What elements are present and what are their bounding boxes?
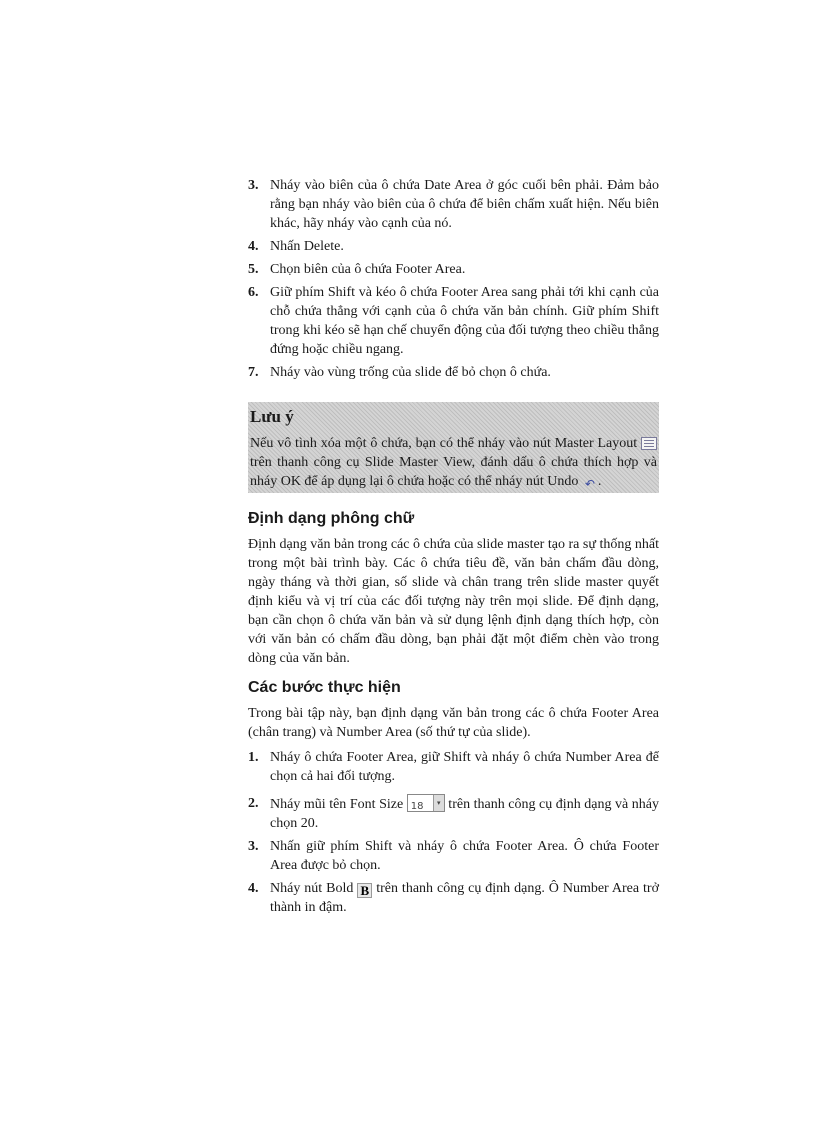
section-intro-paragraph: Trong bài tập này, bạn định dạng văn bản trong các ô chứa Footer Area (chân trang) và Number Area (số thứ tự của slide). <box>248 706 659 740</box>
step-text: Nháy vào vùng trống của slide để bỏ chọn ô chứa. <box>270 365 551 380</box>
note-text-part: trên thanh công cụ Slide Master View, đánh dấu ô chứa thích hợp và nháy OK để áp dụng lại ô chứa hoặc có thể nháy nút Undo <box>250 455 657 489</box>
step-number: 6. <box>248 285 259 300</box>
list-item <box>248 363 659 382</box>
step-text: trên thanh công cụ định dạng. Ô Number Area trở thành in đậm. <box>270 881 659 915</box>
step-number: 2. <box>248 796 259 811</box>
master-layout-icon <box>641 437 657 450</box>
font-size-dropdown-icon <box>407 794 445 812</box>
step-text: Nháy mũi tên Font Size <box>270 797 407 812</box>
step-text: Nhấn Delete. <box>270 239 344 254</box>
step-text: Chọn biên của ô chứa Footer Area. <box>270 262 466 277</box>
note-text-part: Nếu vô tình xóa một ô chứa, bạn có thể nháy vào nút Master Layout <box>250 436 641 451</box>
section-heading-font-format: Định dạng phông chữ <box>248 510 415 527</box>
note-body <box>250 434 657 491</box>
list-item <box>248 283 659 359</box>
font-size-value: 18 <box>410 801 424 812</box>
steps-list-continued <box>248 176 659 382</box>
step-number: 3. <box>248 839 259 854</box>
note-text-part: . <box>597 474 602 489</box>
document-page <box>248 176 659 921</box>
step-text: Nháy ô chứa Footer Area, giữ Shift và nháy ô chứa Number Area để chọn cả hai đối tượng. <box>270 750 659 784</box>
chevron-down-icon: ▾ <box>433 795 444 811</box>
bold-icon: B <box>357 883 372 898</box>
step-text: trên thanh công cụ định dạng và nháy chọn 20. <box>270 797 659 831</box>
list-item <box>248 794 659 833</box>
step-text: Nháy vào biên của ô chứa Date Area ở góc cuối bên phải. Đảm bảo rằng bạn nháy vào biên của ô chứa để biên chấm xuất hiện. Nếu biên khác, hãy nháy vào cạnh của nó. <box>270 178 659 231</box>
step-number: 7. <box>248 365 259 380</box>
step-number: 1. <box>248 750 259 765</box>
step-text: Nháy nút Bold <box>270 881 358 896</box>
list-item <box>248 237 659 256</box>
step-text: Nhấn giữ phím Shift và nháy ô chứa Footer Area. Ô chứa Footer Area được bỏ chọn. <box>270 839 659 873</box>
list-item <box>248 176 659 233</box>
list-item <box>248 837 659 875</box>
step-number: 4. <box>248 881 259 896</box>
list-item <box>248 748 659 786</box>
step-number: 5. <box>248 262 259 277</box>
step-number: 4. <box>248 239 259 254</box>
note-box <box>248 402 659 493</box>
undo-icon: ↶ <box>584 477 595 491</box>
steps-list <box>248 748 659 917</box>
step-number: 3. <box>248 178 259 193</box>
list-item <box>248 879 659 917</box>
list-item <box>248 260 659 279</box>
note-title: Lưu ý <box>250 407 294 426</box>
section-paragraph: Định dạng văn bản trong các ô chứa của slide master tạo ra sự thống nhất trong một bài trình bày. Các ô chứa tiêu đề, văn bản chấm đầu dòng, ngày tháng và thời gian, số slide và chân trang trên slide master quyết định kiểu và vị trí của các đối tượng này trên mọi slide. Để định dạng, bạn cần chọn ô chứa văn bản và sử dụng lệnh định dạng thích hợp, còn với văn bản có chấm đầu dòng, bạn phải đặt một điểm chèn vào trong dòng của văn bản. <box>248 537 659 666</box>
section-heading-steps: Các bước thực hiện <box>248 679 401 696</box>
step-text: Giữ phím Shift và kéo ô chứa Footer Area sang phải tới khi cạnh của chỗ chứa thẳng với cạnh của ô chứa văn bản chính. Giữ phím Shift trong khi kéo sẽ hạn chế chuyển động của đối tượng theo chiều thẳng đứng hoặc chiều ngang. <box>270 285 659 357</box>
